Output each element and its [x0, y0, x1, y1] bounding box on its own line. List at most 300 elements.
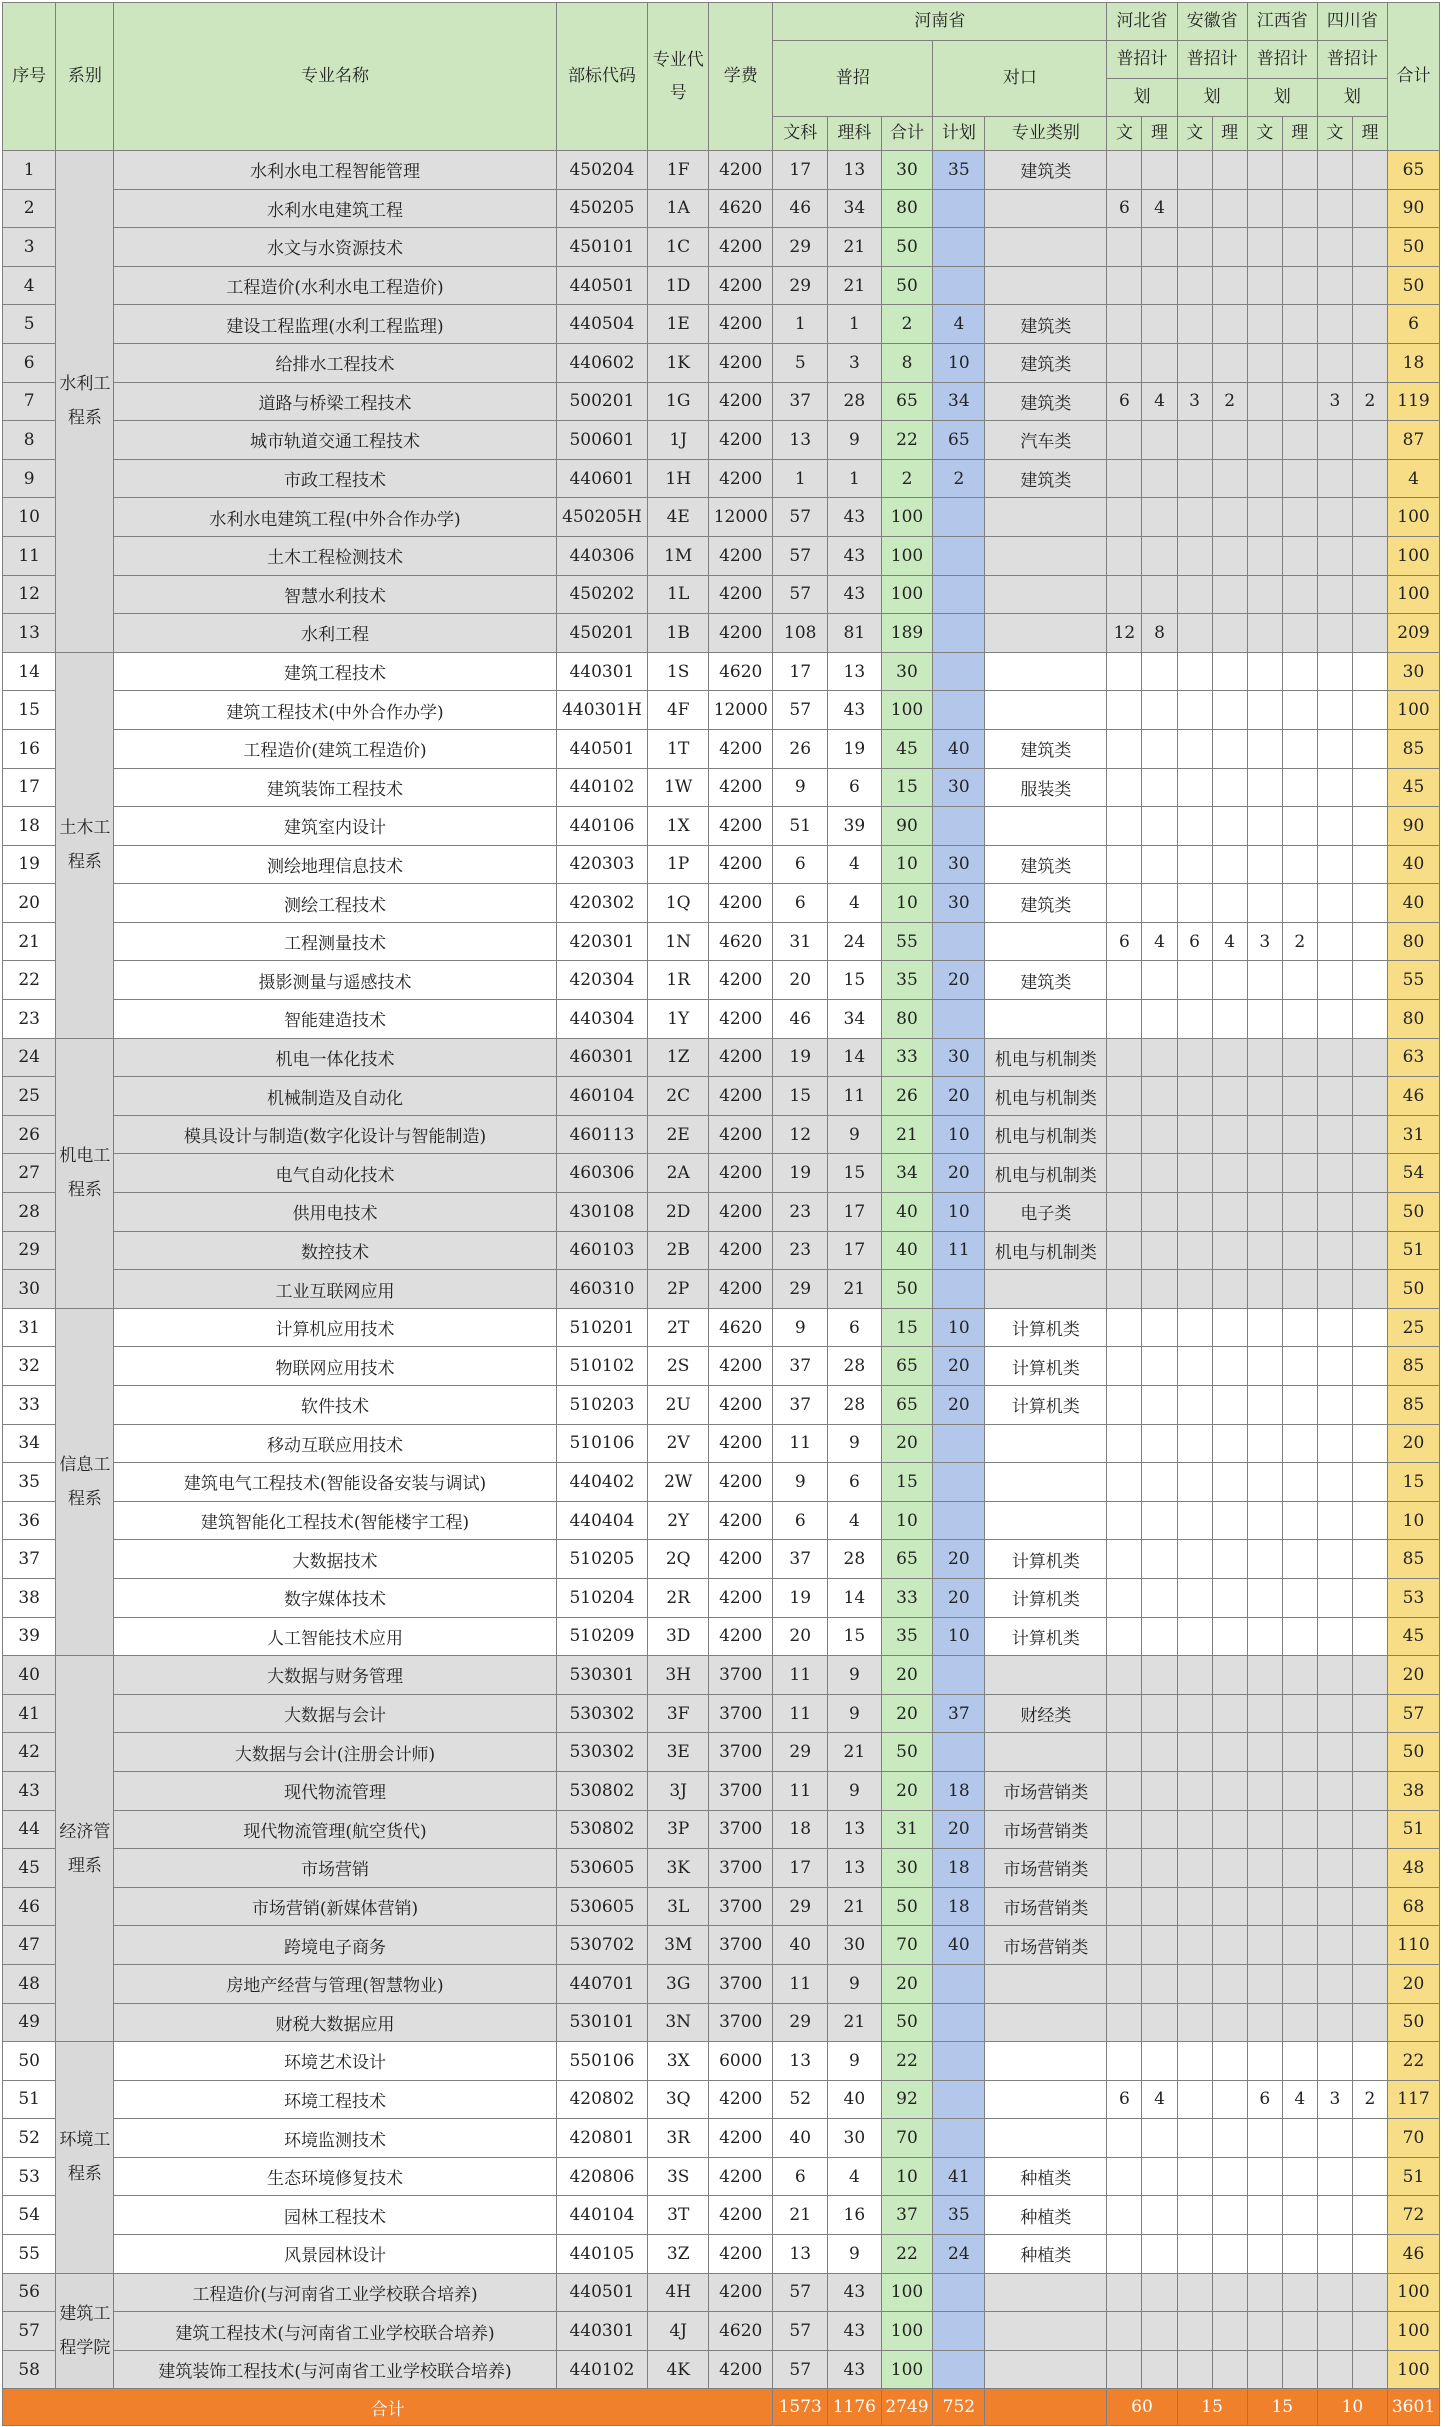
cell-sichuan-li [1352, 1733, 1387, 1772]
cell-duikou-plan: 2 [933, 459, 985, 498]
cell-hebei-wen [1107, 1463, 1142, 1502]
cell-hebei-li [1142, 1424, 1177, 1463]
cell-anhui-wen [1177, 1771, 1212, 1810]
cell-hebei-li [1142, 1617, 1177, 1656]
plan-label: 普招计 [1326, 49, 1378, 69]
cell-fee: 4200 [709, 614, 773, 653]
cell-jiangxi-li [1282, 1154, 1317, 1193]
cell-jiangxi-wen [1247, 2235, 1282, 2274]
cell-seq: 54 [3, 2196, 56, 2235]
cell-seq: 10 [3, 498, 56, 537]
cell-like: 17 [828, 1231, 881, 1270]
cell-sichuan-wen [1317, 536, 1352, 575]
cell-heji: 15 [881, 768, 933, 807]
cell-hebei-wen [1107, 2003, 1142, 2042]
cell-row-total: 45 [1388, 768, 1440, 807]
cell-jiangxi-li [1282, 1193, 1317, 1232]
cell-heji: 189 [881, 614, 933, 653]
table-row [3, 1424, 1440, 1463]
cell-dept-code: 530302 [556, 1733, 648, 1772]
cell-major-name: 软件技术 [114, 1386, 556, 1425]
cell-heji: 70 [881, 2119, 933, 2158]
cell-duikou-category [985, 536, 1107, 575]
cell-duikou-plan: 10 [933, 1308, 985, 1347]
cell-seq: 19 [3, 845, 56, 884]
cell-wenke: 37 [773, 1540, 828, 1579]
cell-hebei-li [1142, 2350, 1177, 2389]
cell-sichuan-wen [1317, 768, 1352, 807]
header-jiangxi: 江西省 [1247, 3, 1317, 41]
cell-fee: 4200 [709, 2235, 773, 2274]
cell-row-total: 100 [1388, 691, 1440, 730]
cell-anhui-li [1212, 2157, 1247, 2196]
cell-hebei-wen [1107, 1154, 1142, 1193]
cell-jiangxi-li [1282, 961, 1317, 1000]
cell-major-name: 现代物流管理 [114, 1771, 556, 1810]
cell-like: 43 [828, 2312, 881, 2351]
cell-like: 40 [828, 2080, 881, 2119]
cell-duikou-category: 建筑类 [985, 151, 1107, 190]
cell-anhui-li [1212, 459, 1247, 498]
cell-row-total: 100 [1388, 575, 1440, 614]
table-row [3, 614, 1440, 653]
cell-sichuan-wen [1317, 189, 1352, 228]
cell-duikou-category [985, 807, 1107, 846]
cell-jiangxi-li [1282, 1617, 1317, 1656]
cell-jiangxi-wen [1247, 1501, 1282, 1540]
cell-anhui-wen [1177, 1810, 1212, 1849]
cell-major-name: 水文与水资源技术 [114, 228, 556, 267]
cell-major-name: 测绘工程技术 [114, 884, 556, 923]
cell-like: 9 [828, 1771, 881, 1810]
cell-hebei-li [1142, 536, 1177, 575]
cell-row-total: 100 [1388, 2273, 1440, 2312]
cell-jiangxi-li: 2 [1282, 922, 1317, 961]
cell-seq: 39 [3, 1617, 56, 1656]
cell-wenke: 5 [773, 343, 828, 382]
cell-fee: 4200 [709, 421, 773, 460]
cell-wenke: 46 [773, 1000, 828, 1039]
header-sichuan-plan [1317, 41, 1387, 79]
cell-jiangxi-wen [1247, 807, 1282, 846]
cell-duikou-plan [933, 2273, 985, 2312]
cell-hebei-wen [1107, 1964, 1142, 2003]
table-row [3, 1231, 1440, 1270]
table-row [3, 884, 1440, 923]
cell-heji: 33 [881, 1038, 933, 1077]
cell-hebei-li [1142, 2042, 1177, 2081]
cell-jiangxi-li [1282, 1810, 1317, 1849]
cell-anhui-wen [1177, 1926, 1212, 1965]
cell-anhui-wen [1177, 2196, 1212, 2235]
cell-jiangxi-wen [1247, 575, 1282, 614]
cell-anhui-li [1212, 961, 1247, 1000]
cell-hebei-wen [1107, 1887, 1142, 1926]
cell-duikou-category [985, 922, 1107, 961]
cell-hebei-wen: 6 [1107, 922, 1142, 961]
cell-fee: 4200 [709, 1000, 773, 1039]
cell-jiangxi-li [1282, 1578, 1317, 1617]
cell-duikou-category: 市场营销类 [985, 1771, 1107, 1810]
cell-heji: 15 [881, 1308, 933, 1347]
cell-hebei-wen [1107, 845, 1142, 884]
cell-hebei-li [1142, 1578, 1177, 1617]
cell-fee: 3700 [709, 1656, 773, 1695]
cell-anhui-li [1212, 2196, 1247, 2235]
cell-anhui-wen [1177, 1115, 1212, 1154]
total-hebei: 60 [1107, 2389, 1177, 2426]
cell-fee: 4200 [709, 768, 773, 807]
cell-row-total: 51 [1388, 2157, 1440, 2196]
table-row [3, 807, 1440, 846]
cell-major-code: 2R [648, 1578, 709, 1617]
header-duikou: 对口 [933, 41, 1107, 117]
cell-duikou-plan [933, 2119, 985, 2158]
cell-hebei-wen: 6 [1107, 189, 1142, 228]
cell-heji: 31 [881, 1810, 933, 1849]
cell-heji: 10 [881, 845, 933, 884]
cell-sichuan-wen [1317, 2350, 1352, 2389]
cell-heji: 30 [881, 151, 933, 190]
table-row [3, 2350, 1440, 2389]
cell-hebei-wen [1107, 1540, 1142, 1579]
cell-dept-code: 500601 [556, 421, 648, 460]
cell-hebei-li [1142, 1000, 1177, 1039]
cell-row-total: 55 [1388, 961, 1440, 1000]
cell-duikou-plan [933, 2350, 985, 2389]
cell-row-total: 38 [1388, 1771, 1440, 1810]
cell-heji: 50 [881, 1887, 933, 1926]
cell-sichuan-wen [1317, 1077, 1352, 1116]
cell-sichuan-wen [1317, 807, 1352, 846]
cell-hebei-li [1142, 151, 1177, 190]
cell-sichuan-li [1352, 2196, 1387, 2235]
cell-duikou-plan: 30 [933, 884, 985, 923]
cell-hebei-wen [1107, 1501, 1142, 1540]
table-row [3, 1964, 1440, 2003]
cell-sichuan-wen [1317, 1193, 1352, 1232]
cell-seq: 12 [3, 575, 56, 614]
cell-duikou-category [985, 1270, 1107, 1309]
cell-row-total: 20 [1388, 1964, 1440, 2003]
cell-anhui-wen [1177, 1154, 1212, 1193]
cell-sichuan-li [1352, 961, 1387, 1000]
cell-jiangxi-wen [1247, 691, 1282, 730]
cell-major-name: 建筑工程技术(中外合作办学) [114, 691, 556, 730]
cell-anhui-li [1212, 305, 1247, 344]
cell-sichuan-li [1352, 652, 1387, 691]
header-sichuan-plan-2: 划 [1317, 79, 1387, 117]
cell-hebei-wen [1107, 652, 1142, 691]
cell-like: 34 [828, 1000, 881, 1039]
cell-major-code: 3K [648, 1849, 709, 1888]
cell-seq: 30 [3, 1270, 56, 1309]
cell-duikou-category [985, 575, 1107, 614]
cell-like: 21 [828, 1733, 881, 1772]
cell-sichuan-wen [1317, 1540, 1352, 1579]
cell-like: 28 [828, 382, 881, 421]
cell-like: 9 [828, 1694, 881, 1733]
cell-fee: 3700 [709, 2003, 773, 2042]
cell-row-total: 45 [1388, 1617, 1440, 1656]
cell-like: 6 [828, 1463, 881, 1502]
total-category [985, 2389, 1107, 2426]
cell-jiangxi-wen [1247, 2350, 1282, 2389]
table-row [3, 1656, 1440, 1695]
cell-jiangxi-wen [1247, 228, 1282, 267]
cell-hebei-li: 8 [1142, 614, 1177, 653]
cell-hebei-li [1142, 228, 1177, 267]
cell-major-code: 2V [648, 1424, 709, 1463]
cell-hebei-wen [1107, 498, 1142, 537]
cell-anhui-li [1212, 1694, 1247, 1733]
cell-duikou-plan: 24 [933, 2235, 985, 2274]
cell-fee: 12000 [709, 498, 773, 537]
cell-duikou-plan: 41 [933, 2157, 985, 2196]
cell-row-total: 18 [1388, 343, 1440, 382]
cell-sichuan-wen [1317, 652, 1352, 691]
cell-dept-code: 420304 [556, 961, 648, 1000]
cell-hebei-wen [1107, 1810, 1142, 1849]
cell-anhui-li [1212, 691, 1247, 730]
cell-row-total: 85 [1388, 1386, 1440, 1425]
cell-row-total: 31 [1388, 1115, 1440, 1154]
cell-duikou-category [985, 2312, 1107, 2351]
cell-jiangxi-wen [1247, 1154, 1282, 1193]
cell-like: 9 [828, 421, 881, 460]
cell-anhui-wen [1177, 1038, 1212, 1077]
cell-jiangxi-wen [1247, 1270, 1282, 1309]
cell-duikou-plan [933, 691, 985, 730]
cell-major-name: 工程造价(水利水电工程造价) [114, 266, 556, 305]
cell-sichuan-wen [1317, 1463, 1352, 1502]
cell-anhui-wen [1177, 421, 1212, 460]
cell-dept-code: 510205 [556, 1540, 648, 1579]
cell-anhui-li [1212, 189, 1247, 228]
cell-heji: 30 [881, 652, 933, 691]
cell-row-total: 10 [1388, 1501, 1440, 1540]
cell-major-code: 2D [648, 1193, 709, 1232]
cell-jiangxi-li [1282, 652, 1317, 691]
cell-heji: 40 [881, 1231, 933, 1270]
cell-anhui-wen: 3 [1177, 382, 1212, 421]
cell-duikou-category [985, 498, 1107, 537]
cell-sichuan-li [1352, 1578, 1387, 1617]
cell-duikou-plan: 20 [933, 1347, 985, 1386]
cell-duikou-plan: 4 [933, 305, 985, 344]
cell-duikou-plan [933, 922, 985, 961]
cell-hebei-wen [1107, 961, 1142, 1000]
cell-anhui-li [1212, 1810, 1247, 1849]
cell-row-total: 90 [1388, 189, 1440, 228]
cell-major-code: 1F [648, 151, 709, 190]
cell-jiangxi-wen [1247, 189, 1282, 228]
cell-dept-code: 460103 [556, 1231, 648, 1270]
cell-major-name: 工程造价(与河南省工业学校联合培养) [114, 2273, 556, 2312]
cell-major-code: 1J [648, 421, 709, 460]
cell-sichuan-li [1352, 2157, 1387, 2196]
department-cell: 机电工程系 [56, 1038, 114, 1308]
cell-anhui-wen [1177, 1887, 1212, 1926]
cell-row-total: 53 [1388, 1578, 1440, 1617]
cell-duikou-plan: 30 [933, 1038, 985, 1077]
cell-major-code: 1G [648, 382, 709, 421]
cell-major-name: 机电一体化技术 [114, 1038, 556, 1077]
cell-major-name: 水利水电建筑工程(中外合作办学) [114, 498, 556, 537]
cell-jiangxi-li [1282, 2042, 1317, 2081]
cell-dept-code: 440104 [556, 2196, 648, 2235]
cell-wenke: 23 [773, 1231, 828, 1270]
cell-anhui-wen [1177, 2080, 1212, 2119]
cell-row-total: 119 [1388, 382, 1440, 421]
cell-major-name: 供用电技术 [114, 1193, 556, 1232]
cell-duikou-plan [933, 652, 985, 691]
cell-like: 9 [828, 2235, 881, 2274]
cell-major-code: 2W [648, 1463, 709, 1502]
cell-hebei-li: 4 [1142, 2080, 1177, 2119]
cell-jiangxi-li [1282, 1501, 1317, 1540]
cell-heji: 65 [881, 382, 933, 421]
cell-duikou-plan: 10 [933, 1617, 985, 1656]
cell-fee: 4200 [709, 1154, 773, 1193]
cell-sichuan-li [1352, 1077, 1387, 1116]
cell-duikou-category: 建筑类 [985, 845, 1107, 884]
cell-major-name: 机械制造及自动化 [114, 1077, 556, 1116]
cell-row-total: 6 [1388, 305, 1440, 344]
cell-like: 4 [828, 2157, 881, 2196]
cell-major-name: 数控技术 [114, 1231, 556, 1270]
cell-anhui-wen [1177, 189, 1212, 228]
cell-sichuan-li [1352, 1501, 1387, 1540]
table-row [3, 2196, 1440, 2235]
cell-major-code: 2A [648, 1154, 709, 1193]
cell-sichuan-li [1352, 459, 1387, 498]
cell-seq: 57 [3, 2312, 56, 2351]
cell-like: 30 [828, 1926, 881, 1965]
cell-fee: 4200 [709, 2080, 773, 2119]
cell-seq: 45 [3, 1849, 56, 1888]
cell-anhui-li [1212, 2350, 1247, 2389]
cell-row-total: 90 [1388, 807, 1440, 846]
cell-major-name: 土木工程检测技术 [114, 536, 556, 575]
cell-heji: 50 [881, 266, 933, 305]
cell-wenke: 19 [773, 1578, 828, 1617]
cell-hebei-wen [1107, 266, 1142, 305]
cell-heji: 34 [881, 1154, 933, 1193]
cell-hebei-li [1142, 1270, 1177, 1309]
cell-major-code: 2Q [648, 1540, 709, 1579]
cell-fee: 4200 [709, 1347, 773, 1386]
cell-dept-code: 510201 [556, 1308, 648, 1347]
cell-duikou-plan [933, 228, 985, 267]
cell-anhui-li [1212, 1308, 1247, 1347]
department-cell: 水利工程系 [56, 151, 114, 653]
cell-hebei-wen [1107, 1849, 1142, 1888]
header-hebei-plan [1107, 41, 1177, 79]
cell-duikou-category: 建筑类 [985, 382, 1107, 421]
header-code: 部标代码 [556, 3, 648, 151]
cell-like: 28 [828, 1540, 881, 1579]
cell-anhui-wen [1177, 1617, 1212, 1656]
cell-sichuan-li: 2 [1352, 382, 1387, 421]
cell-row-total: 4 [1388, 459, 1440, 498]
cell-major-code: 1E [648, 305, 709, 344]
cell-anhui-li [1212, 1733, 1247, 1772]
cell-sichuan-wen [1317, 1501, 1352, 1540]
cell-anhui-wen [1177, 1463, 1212, 1502]
cell-major-code: 1N [648, 922, 709, 961]
header-fee: 学费 [709, 3, 773, 151]
cell-heji: 33 [881, 1578, 933, 1617]
table-row [3, 1154, 1440, 1193]
cell-duikou-plan: 18 [933, 1771, 985, 1810]
cell-hebei-wen [1107, 1308, 1142, 1347]
cell-wenke: 20 [773, 961, 828, 1000]
cell-fee: 3700 [709, 1887, 773, 1926]
cell-major-code: 1T [648, 729, 709, 768]
cell-major-name: 建筑装饰工程技术(与河南省工业学校联合培养) [114, 2350, 556, 2389]
cell-wenke: 29 [773, 1270, 828, 1309]
cell-sichuan-li [1352, 1038, 1387, 1077]
cell-duikou-category: 建筑类 [985, 459, 1107, 498]
cell-seq: 9 [3, 459, 56, 498]
cell-wenke: 19 [773, 1154, 828, 1193]
cell-fee: 4200 [709, 1270, 773, 1309]
cell-sichuan-li [1352, 1463, 1387, 1502]
table-row [3, 1077, 1440, 1116]
cell-jiangxi-li [1282, 151, 1317, 190]
header-jihua: 计划 [933, 117, 985, 151]
cell-jiangxi-li [1282, 1733, 1317, 1772]
table-row [3, 421, 1440, 460]
cell-hebei-li [1142, 1771, 1177, 1810]
cell-major-code: 2P [648, 1270, 709, 1309]
cell-hebei-wen [1107, 1270, 1142, 1309]
table-row [3, 2157, 1440, 2196]
cell-anhui-li [1212, 266, 1247, 305]
cell-like: 43 [828, 536, 881, 575]
cell-major-name: 房地产经营与管理(智慧物业) [114, 1964, 556, 2003]
cell-like: 21 [828, 1887, 881, 1926]
cell-duikou-category: 机电与机制类 [985, 1115, 1107, 1154]
cell-major-code: 1B [648, 614, 709, 653]
cell-hebei-wen [1107, 1193, 1142, 1232]
cell-jiangxi-li [1282, 421, 1317, 460]
table-row [3, 228, 1440, 267]
cell-major-name: 环境艺术设计 [114, 2042, 556, 2081]
cell-seq: 38 [3, 1578, 56, 1617]
cell-anhui-li [1212, 1656, 1247, 1695]
department-cell: 信息工程系 [56, 1308, 114, 1655]
cell-dept-code: 440602 [556, 343, 648, 382]
cell-jiangxi-wen [1247, 343, 1282, 382]
cell-anhui-li [1212, 1193, 1247, 1232]
cell-anhui-li [1212, 151, 1247, 190]
cell-fee: 4200 [709, 2157, 773, 2196]
cell-anhui-wen [1177, 343, 1212, 382]
cell-anhui-li [1212, 1540, 1247, 1579]
cell-wenke: 9 [773, 1308, 828, 1347]
cell-wenke: 13 [773, 2042, 828, 2081]
cell-jiangxi-wen [1247, 1347, 1282, 1386]
cell-sichuan-li [1352, 691, 1387, 730]
cell-row-total: 15 [1388, 1463, 1440, 1502]
cell-fee: 4200 [709, 266, 773, 305]
cell-major-name: 水利工程 [114, 614, 556, 653]
cell-anhui-wen [1177, 845, 1212, 884]
cell-hebei-li [1142, 421, 1177, 460]
cell-jiangxi-wen: 3 [1247, 922, 1282, 961]
